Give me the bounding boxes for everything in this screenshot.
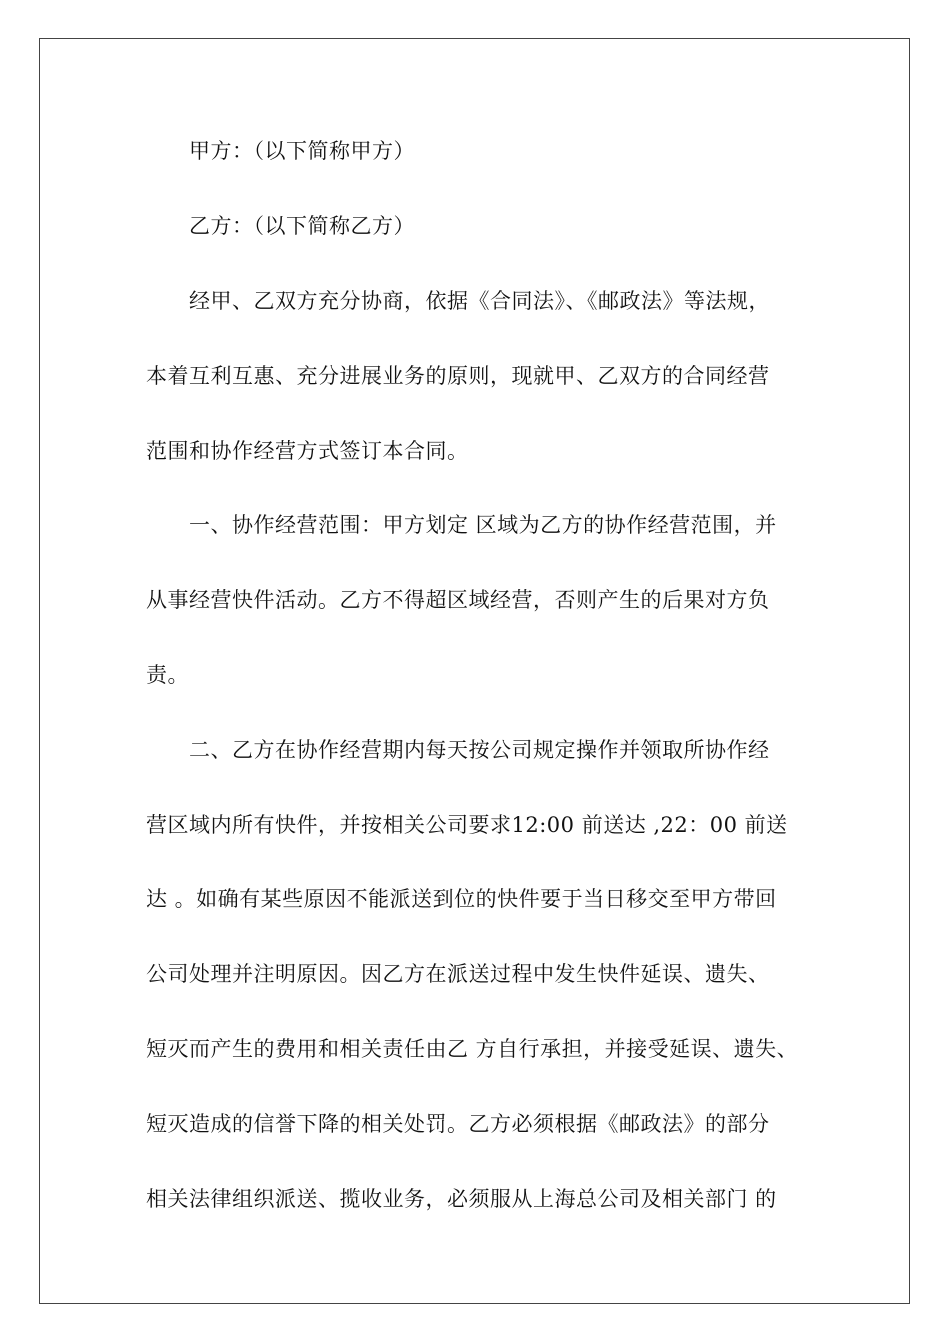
preamble-line-3: 范围和协作经营方式签订本合同。 (146, 439, 469, 463)
clause-2-line-2: 营区域内所有快件，并按相关公司要求12:00 前送达 ,22：00 前送 (146, 813, 788, 837)
preamble-line-2: 本着互利互惠、充分进展业务的原则，现就甲、乙双方的合同经营 (146, 364, 770, 388)
preamble-line-1: 经甲、乙双方充分协商，依据《合同法》、《邮政法》等法规， (189, 289, 770, 313)
clause-1-line-1: 一、协作经营范围：甲方划定 区域为乙方的协作经营范围，并 (189, 513, 777, 537)
clause-2-line-4: 公司处理并注明原因。因乙方在派送过程中发生快件延误、遗失、 (146, 962, 770, 986)
clause-2-line-5: 短灭而产生的费用和相关责任由乙 方自行承担，并接受延误、遗失、 (146, 1037, 799, 1061)
party-a-line: 甲方：（以下简称甲方） (189, 139, 415, 163)
clause-1-line-3: 责。 (146, 663, 189, 687)
clause-2-line-6: 短灭造成的信誉下降的相关处罚。乙方必须根据《邮政法》的部分 (146, 1112, 770, 1136)
clause-2-line-1: 二、乙方在协作经营期内每天按公司规定操作并领取所协作经 (189, 738, 770, 762)
clause-2-line-7: 相关法律组织派送、揽收业务，必须服从上海总公司及相关部门 的 (146, 1187, 777, 1211)
clause-1-line-2: 从事经营快件活动。乙方不得超区域经营，否则产生的后果对方负 (146, 588, 770, 612)
clause-2-line-3: 达 。如确有某些原因不能派送到位的快件要于当日移交至甲方带回 (146, 887, 777, 911)
party-b-line: 乙方：（以下简称乙方） (189, 214, 415, 238)
